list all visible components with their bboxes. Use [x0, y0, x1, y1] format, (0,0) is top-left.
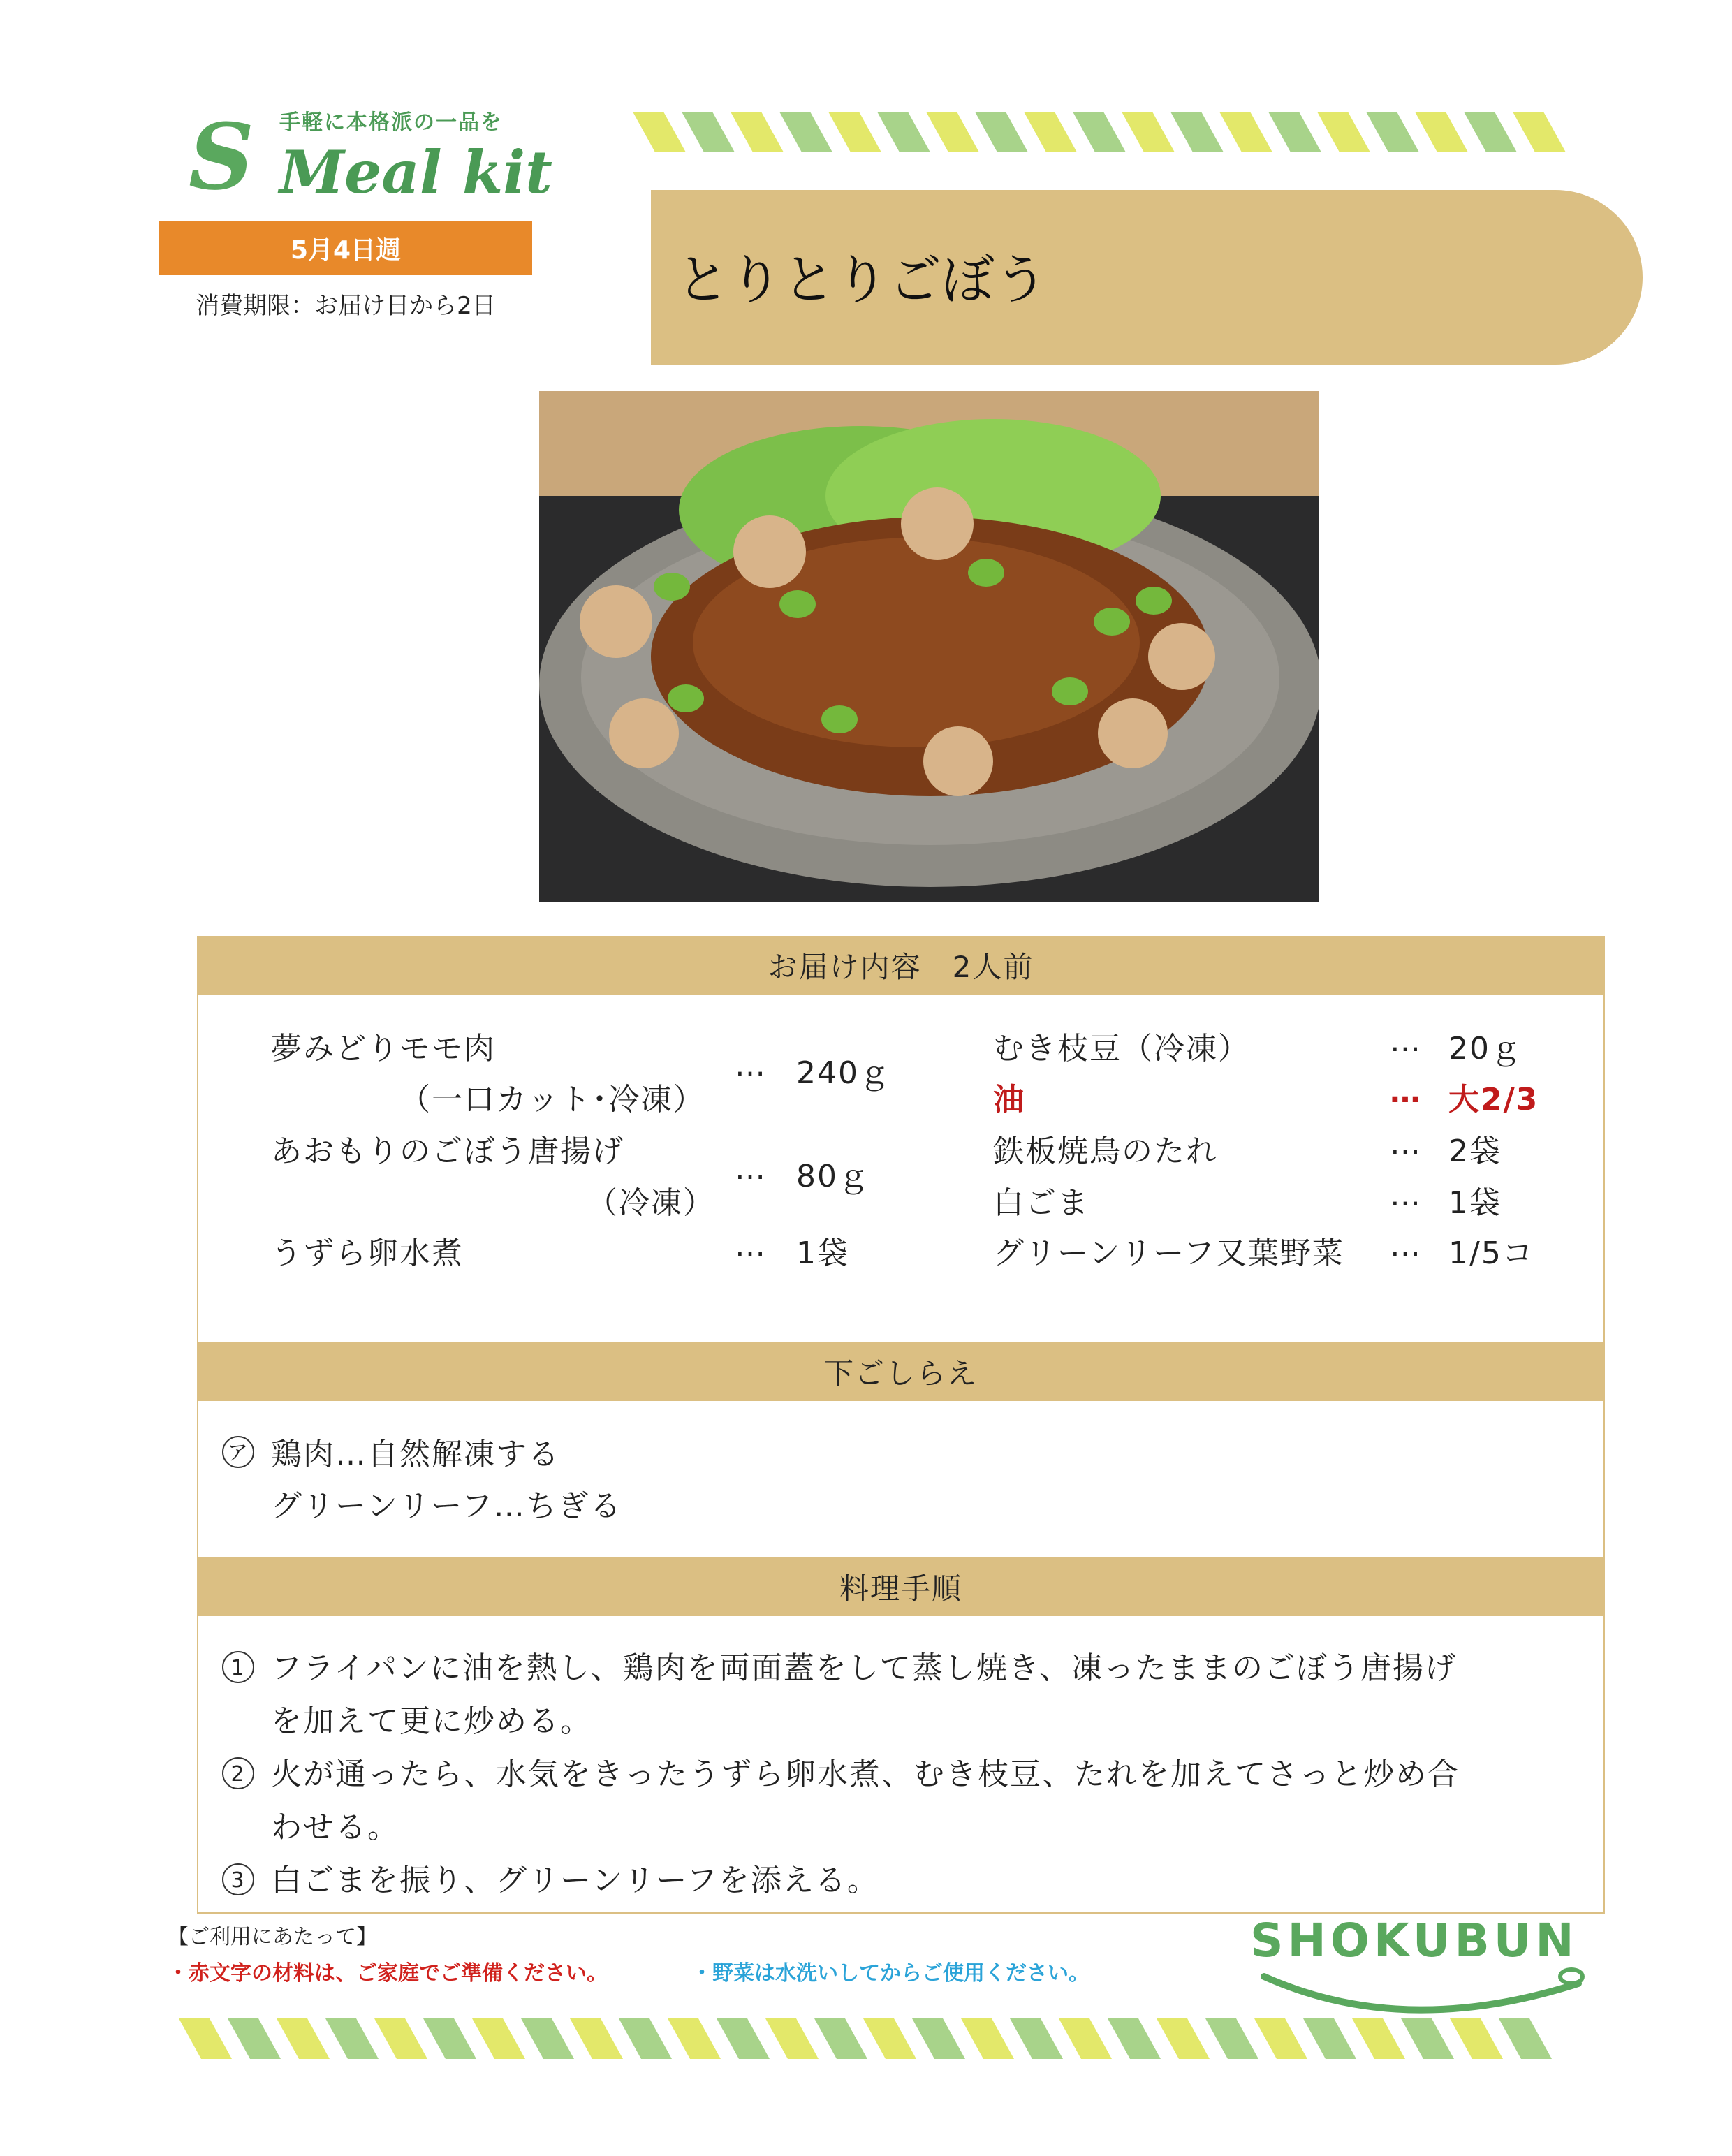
ingredient-qty: 1/5コ: [1448, 1235, 1534, 1271]
ingredient-qty-home: 大2/3: [1448, 1082, 1539, 1117]
stripe: [1108, 2018, 1161, 2059]
prep-header: 下ごしらえ: [197, 1342, 1605, 1401]
stripe: [926, 112, 979, 152]
stripe: [1059, 2018, 1112, 2059]
ingredient-name: むき枝豆（冷凍）: [993, 1031, 1250, 1066]
stripe: [1352, 2018, 1405, 2059]
stripe: [521, 2018, 574, 2059]
ingredient-name: 鉄板焼鳥のたれ: [993, 1134, 1218, 1169]
ingredient-name: グリーンリーフ又葉野菜: [993, 1235, 1344, 1271]
stripe: [374, 2018, 427, 2059]
ingredient-name: あおもりのごぼう唐揚げ: [271, 1134, 624, 1169]
ingredient-dots: …: [735, 1228, 767, 1263]
stripe: [717, 2018, 770, 2059]
ingredient-qty: 1袋: [1448, 1185, 1502, 1221]
ingredient-dots: …: [1390, 1178, 1422, 1213]
stripe: [1464, 112, 1517, 152]
dish-photo: [539, 391, 1319, 902]
stripe: [682, 112, 735, 152]
stripe: [1513, 112, 1566, 152]
stripe: [1219, 112, 1272, 152]
ingredient-dots: …: [1390, 1126, 1422, 1161]
stripe: [1401, 2018, 1454, 2059]
stripe: [814, 2018, 867, 2059]
stripe: [228, 2018, 281, 2059]
week-badge: 5月4日週: [159, 221, 532, 275]
stripe: [961, 2018, 1014, 2059]
logo-tagline: 手軽に本格派の一品を: [279, 110, 503, 135]
brand-wordmark: SHOKUBUN: [1250, 1914, 1578, 1967]
prep-line: グリーンリーフ…ちぎる: [271, 1488, 622, 1524]
ingredient-dots: …: [735, 1151, 767, 1187]
shokubun-logo: [1250, 1914, 1599, 2018]
delivery-header: お届け内容 2人前: [197, 936, 1605, 995]
stripe: [828, 112, 881, 152]
stripe: [1499, 2018, 1552, 2059]
notes-blue: ・野菜は水洗いしてからご使用ください。: [691, 1961, 1089, 1986]
stripe: [877, 112, 930, 152]
ingredient-qty: 2袋: [1448, 1134, 1502, 1169]
expiry-text: 消費期限：お届け日から2日: [196, 292, 496, 320]
stripe: [1205, 2018, 1258, 2059]
stripe: [731, 112, 784, 152]
brand-swoosh: [1250, 1963, 1599, 2018]
stripe: [1024, 112, 1077, 152]
ingredient-name: 白ごま: [993, 1185, 1089, 1221]
stripe: [1415, 112, 1468, 152]
prep-marker: ア: [222, 1432, 254, 1468]
notes-red: ・赤文字の材料は、ご家庭でご準備ください。: [168, 1961, 608, 1986]
step-line: 白ごまを振り、グリーンリーフを添える。: [271, 1863, 879, 1898]
stripe: [1317, 112, 1370, 152]
meal-kit-logo: [189, 103, 552, 210]
ingredient-qty: 80ｇ: [796, 1159, 870, 1194]
ingredient-qty: 20ｇ: [1448, 1031, 1522, 1066]
ingredient-dots: …: [1390, 1228, 1422, 1263]
stripe: [765, 2018, 819, 2059]
ingredient-name-home: 油: [993, 1082, 1025, 1117]
step-line: フライパンに油を熱し、鶏肉を両面蓋をして蒸し焼き、凍ったままのごぼう唐揚げ: [271, 1650, 1458, 1686]
stripe: [1157, 2018, 1210, 2059]
notes-heading: 【ご利用にあたって】: [168, 1925, 377, 1949]
stripe: [1268, 112, 1321, 152]
top-stripe-band: [633, 112, 1583, 152]
ingredient-dots: …: [1390, 1023, 1422, 1059]
step-line: 火が通ったら、水気をきったうずら卵水煮、むき枝豆、たれを加えてさっと炒め合: [271, 1757, 1460, 1792]
stripe: [179, 2018, 232, 2059]
ingredient-qty: 240ｇ: [796, 1055, 891, 1091]
step-number: 2: [222, 1753, 254, 1789]
stripe: [1366, 112, 1419, 152]
stripe: [1073, 112, 1126, 152]
recipe-title: とりとりごぼう: [676, 249, 1048, 311]
stripe: [472, 2018, 525, 2059]
stripe: [619, 2018, 672, 2059]
step-number: 3: [222, 1859, 254, 1895]
step-number: 1: [222, 1647, 254, 1683]
ingredient-sub: （冷凍）: [587, 1185, 715, 1221]
stripe: [325, 2018, 379, 2059]
stripe: [1450, 2018, 1503, 2059]
step-line: わせる。: [271, 1810, 399, 1845]
stripe: [423, 2018, 476, 2059]
stripe: [779, 112, 832, 152]
stripe: [863, 2018, 916, 2059]
ingredient-qty: 1袋: [796, 1235, 849, 1271]
ingredient-name: 夢みどりモモ肉: [271, 1031, 496, 1066]
stripe: [1010, 2018, 1063, 2059]
ingredient-dots: …: [1390, 1074, 1422, 1110]
steps-header: 料理手順: [197, 1557, 1605, 1616]
stripe: [1122, 112, 1175, 152]
stripe: [912, 2018, 965, 2059]
ingredient-name: うずら卵水煮: [271, 1235, 464, 1271]
stripe: [975, 112, 1028, 152]
stripe: [668, 2018, 721, 2059]
stripe: [633, 112, 686, 152]
stripe: [1170, 112, 1224, 152]
bottom-stripe-band: [179, 2018, 1569, 2059]
ingredient-sub: （一口カット･冷凍）: [399, 1082, 705, 1117]
stripe: [277, 2018, 330, 2059]
stripe: [570, 2018, 623, 2059]
step-line: を加えて更に炒める。: [271, 1703, 592, 1739]
stripe: [1303, 2018, 1356, 2059]
prep-line: 鶏肉…自然解凍する: [271, 1437, 560, 1472]
logo-s: S: [189, 103, 254, 210]
ingredient-dots: …: [735, 1048, 767, 1083]
stripe: [1254, 2018, 1307, 2059]
logo-name: Meal kit: [279, 138, 552, 207]
